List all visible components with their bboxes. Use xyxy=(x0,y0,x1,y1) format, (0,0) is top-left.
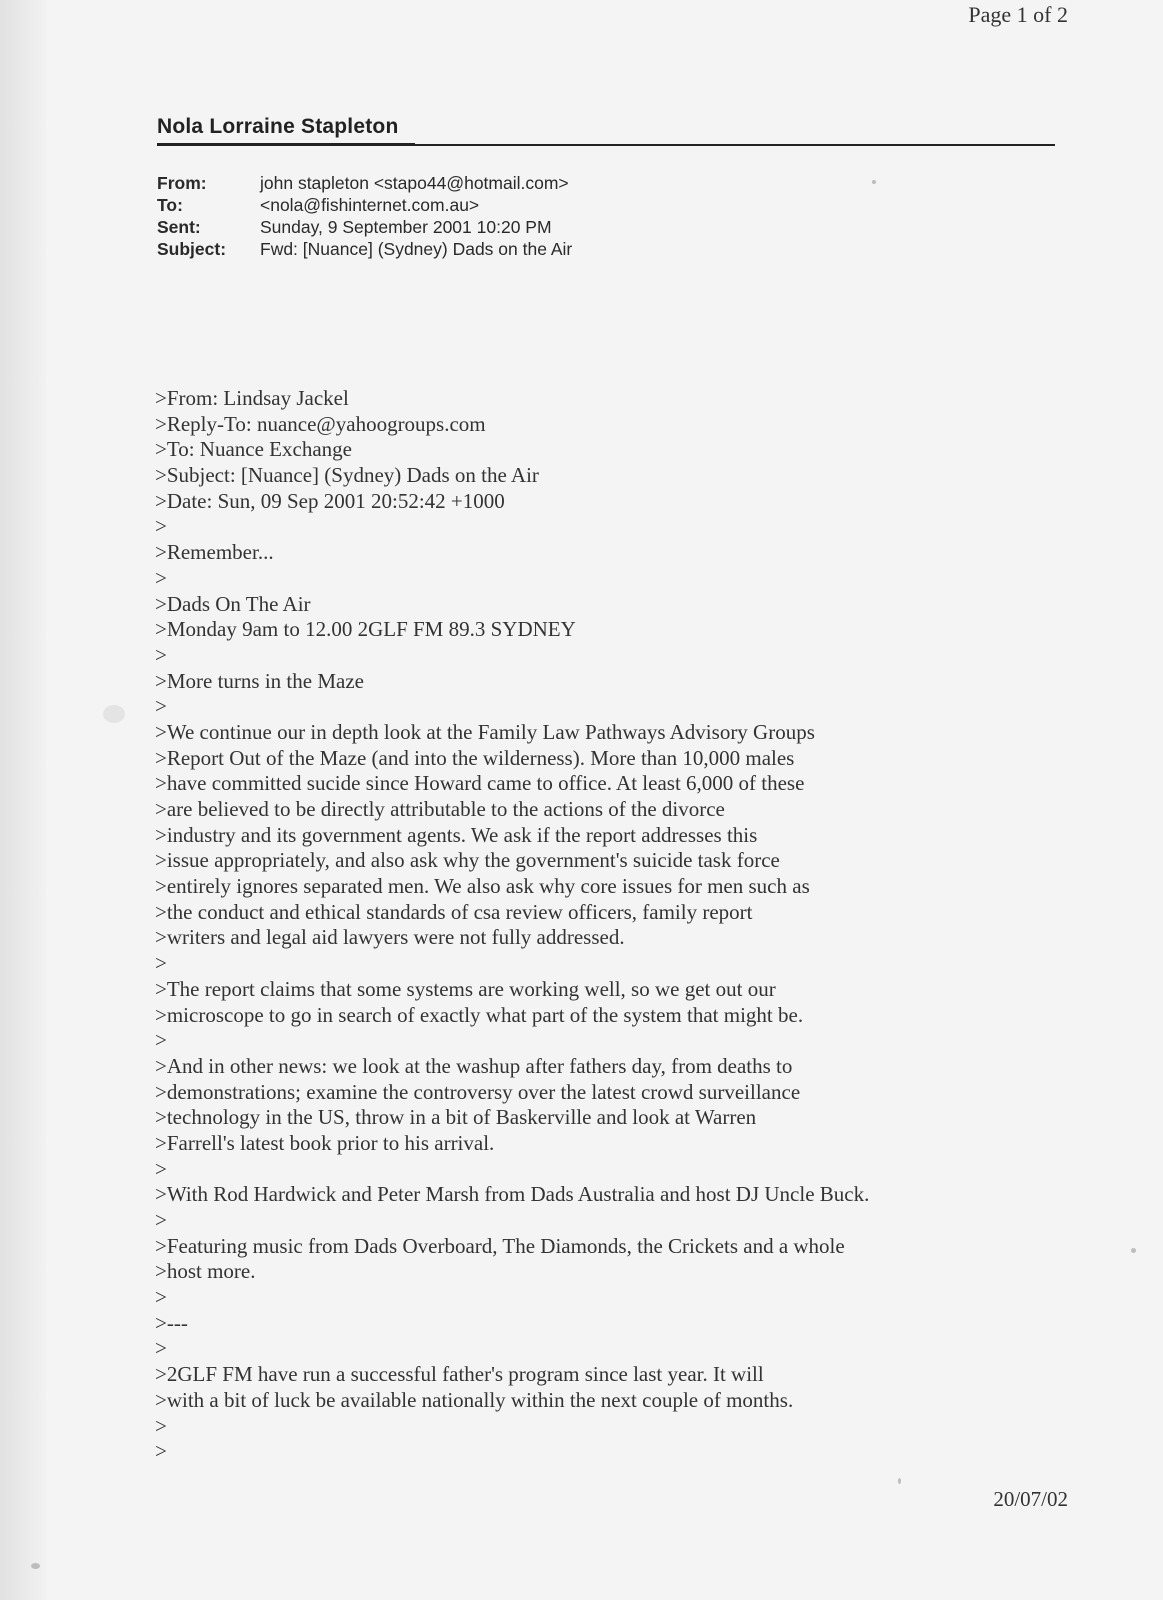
body-line: >Reply-To: nuance@yahoogroups.com xyxy=(155,411,486,436)
body-line: >Subject: [Nuance] (Sydney) Dads on the Air xyxy=(155,463,539,488)
body-line: >More turns in the Maze xyxy=(155,668,364,693)
body-line: >Report Out of the Maze (and into the wilderness). More than 10,000 males xyxy=(155,745,795,770)
print-date: 20/07/02 xyxy=(993,1487,1068,1511)
body-line: > xyxy=(155,694,167,719)
mailbox-owner-name: Nola Lorraine Stapleton xyxy=(157,115,399,138)
header-label: Sent: xyxy=(157,217,201,237)
body-line: >with a bit of luck be available nationally within the next couple of months. xyxy=(155,1387,794,1412)
body-line: > xyxy=(155,951,167,976)
body-line: >With Rod Hardwick and Peter Marsh from Dads Australia and host DJ Uncle Buck. xyxy=(155,1182,870,1207)
header-label: To: xyxy=(157,195,183,215)
body-line: >The report claims that some systems are working well, so we get out our xyxy=(155,976,776,1001)
header-value: Fwd: [Nuance] (Sydney) Dads on the Air xyxy=(260,239,573,259)
body-line: >demonstrations; examine the controversy over the latest crowd surveillance xyxy=(155,1079,801,1104)
body-line: >Farrell's latest book prior to his arrival. xyxy=(155,1130,495,1155)
body-line: >Date: Sun, 09 Sep 2001 20:52:42 +1000 xyxy=(155,488,505,513)
body-line: >the conduct and ethical standards of csa review officers, family report xyxy=(155,899,753,924)
header-sent xyxy=(157,216,572,238)
body-line: >Featuring music from Dads Overboard, The Diamonds, the Crickets and a whole xyxy=(155,1233,845,1258)
body-line: > xyxy=(155,1028,167,1053)
body-line: >technology in the US, throw in a bit of Baskerville and look at Warren xyxy=(155,1105,757,1130)
body-line: > xyxy=(155,1208,167,1232)
body-line: >2GLF FM have run a successful father's program since last year. It will xyxy=(155,1362,764,1387)
scan-speck xyxy=(872,180,876,184)
body-line: >Monday 9am to 12.00 2GLF FM 89.3 SYDNEY xyxy=(155,617,576,642)
scan-edge-shadow xyxy=(0,0,46,1600)
body-line: >issue appropriately, and also ask why the government's suicide task force xyxy=(155,848,780,873)
body-line: > xyxy=(155,565,167,590)
header-to xyxy=(157,194,572,216)
body-line: >Dads On The Air xyxy=(155,591,311,616)
scan-speck xyxy=(898,1478,901,1484)
body-line: >have committed sucide since Howard came to office. At least 6,000 of these xyxy=(155,771,805,796)
header-subject xyxy=(157,238,572,260)
header-from xyxy=(157,172,572,194)
header-label: From: xyxy=(157,173,207,193)
body-line: >host more. xyxy=(155,1259,256,1284)
body-line: > xyxy=(155,1285,167,1310)
scan-speck xyxy=(1131,1248,1136,1253)
email-body xyxy=(155,386,869,1465)
body-line: > xyxy=(155,1439,167,1464)
header-label: Subject: xyxy=(157,239,227,259)
header-divider xyxy=(157,144,1055,146)
header-value: <nola@fishinternet.com.au> xyxy=(260,195,480,215)
body-line: > xyxy=(155,1156,167,1181)
body-line: >are believed to be directly attributable to the actions of the divorce xyxy=(155,797,725,821)
scan-speck xyxy=(31,1563,40,1569)
body-line: >And in other news: we look at the washup after fathers day, from deaths to xyxy=(155,1053,793,1078)
body-line: >Remember... xyxy=(155,540,274,565)
body-line: >entirely ignores separated men. We also ask why core issues for men such as xyxy=(155,874,810,899)
scan-speck xyxy=(103,705,125,723)
body-line: > xyxy=(155,642,167,667)
header-value: john stapleton <stapo44@hotmail.com> xyxy=(260,173,569,193)
body-line: >From: Lindsay Jackel xyxy=(155,386,349,410)
body-line: >To: Nuance Exchange xyxy=(155,437,352,462)
page-number: Page 1 of 2 xyxy=(968,2,1068,27)
body-line: >writers and legal aid lawyers were not fully addressed. xyxy=(155,925,625,950)
body-line: > xyxy=(155,1413,167,1438)
body-line: >--- xyxy=(155,1310,188,1335)
body-line: >microscope to go in search of exactly what part of the system that might be. xyxy=(155,1002,804,1027)
body-line: >We continue our in depth look at the Family Law Pathways Advisory Groups xyxy=(155,719,815,744)
header-value: Sunday, 9 September 2001 10:20 PM xyxy=(260,217,552,237)
email-headers xyxy=(157,172,572,260)
body-line: > xyxy=(155,1336,167,1361)
body-line: > xyxy=(155,514,167,539)
body-line: >industry and its government agents. We ask if the report addresses this xyxy=(155,822,758,847)
